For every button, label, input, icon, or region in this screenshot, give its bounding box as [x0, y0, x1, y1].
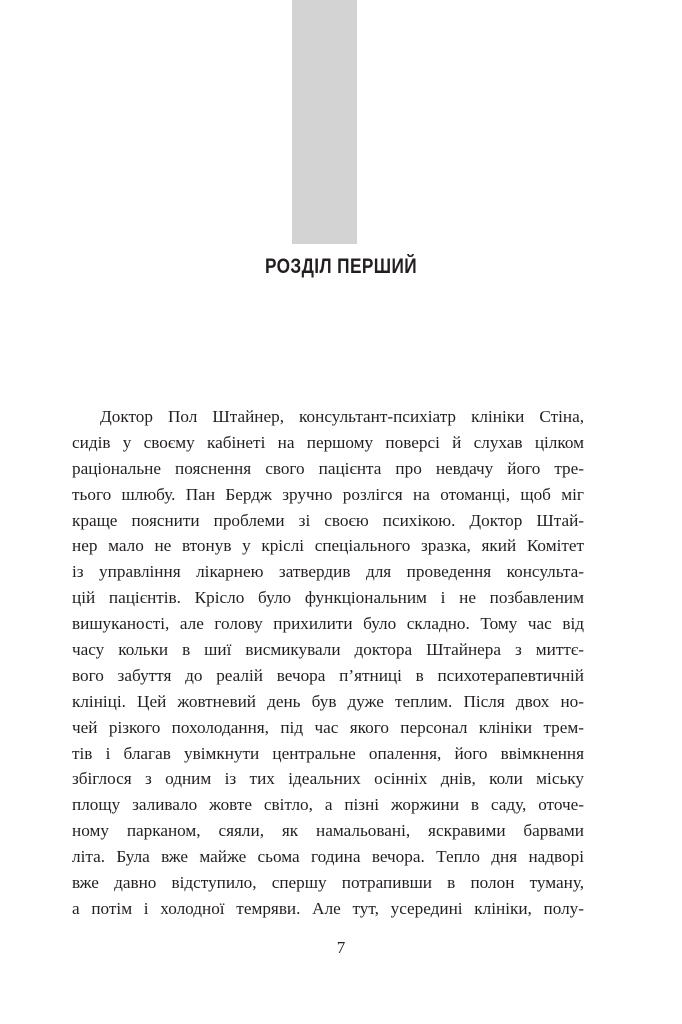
text-line: цій пацієнтів. Крісло було функціональним і не позбавленим — [72, 588, 584, 608]
text-line: ному парканом, сяяли, як намальовані, яскравими барвами — [72, 821, 584, 841]
text-line: збіглося з одним із тих ідеальних осінніх днів, коли міську — [72, 769, 584, 789]
text-line: Доктор Пол Штайнер, консультант-психіатр клініки Стіна, — [100, 407, 584, 426]
text-line: із управління лікарнею затвердив для проведення консульта- — [72, 562, 584, 582]
text-line: тього шлюбу. Пан Бердж зручно розлігся на отоманці, щоб міг — [72, 484, 584, 504]
text-line: вого забуття до реалій вечора п’ятниці в психотерапевтичній — [72, 665, 584, 685]
text-line: чей різкого похолодання, під час якого персонал клініки трем- — [72, 717, 584, 737]
text-line: вже давно відступило, спершу потрапивши в полон туману, — [72, 873, 584, 893]
body-text — [72, 404, 584, 922]
text-line: клініці. Цей жовтневий день був дуже теплим. Після двох но- — [72, 691, 584, 711]
text-line: площу заливало жовте світло, а пізні жоржини в саду, оточе- — [72, 795, 584, 815]
text-line: літа. Була вже майже сьома година вечора. Тепло дня надворі — [72, 847, 584, 867]
text-line: нер мало не втонув у кріслі спеціального зразка, який Комітет — [72, 536, 584, 556]
text-line: а потім і холодної темряви. Але тут, усередині клініки, полу- — [72, 898, 584, 918]
chapter-decoration-bar — [292, 0, 357, 244]
text-line: тів і благав увімкнути центральне опалення, його ввімкнення — [72, 743, 584, 763]
page-number: 7 — [336, 938, 346, 957]
text-line: сидів у своєму кабінеті на першому поверсі й слухав цілком — [72, 432, 584, 452]
text-line: часу кольки в шиї висмикували доктора Штайнера з миттє- — [72, 640, 584, 660]
text-line: раціональне пояснення свого пацієнта про невдачу його тре- — [72, 458, 584, 478]
text-line: краще пояснити проблеми зі своєю психікою. Доктор Штай- — [72, 510, 584, 530]
text-line: вишуканості, але голову прихилити було складно. Тому час від — [72, 614, 584, 634]
chapter-title: РОЗДІЛ ПЕРШИЙ — [264, 255, 418, 278]
